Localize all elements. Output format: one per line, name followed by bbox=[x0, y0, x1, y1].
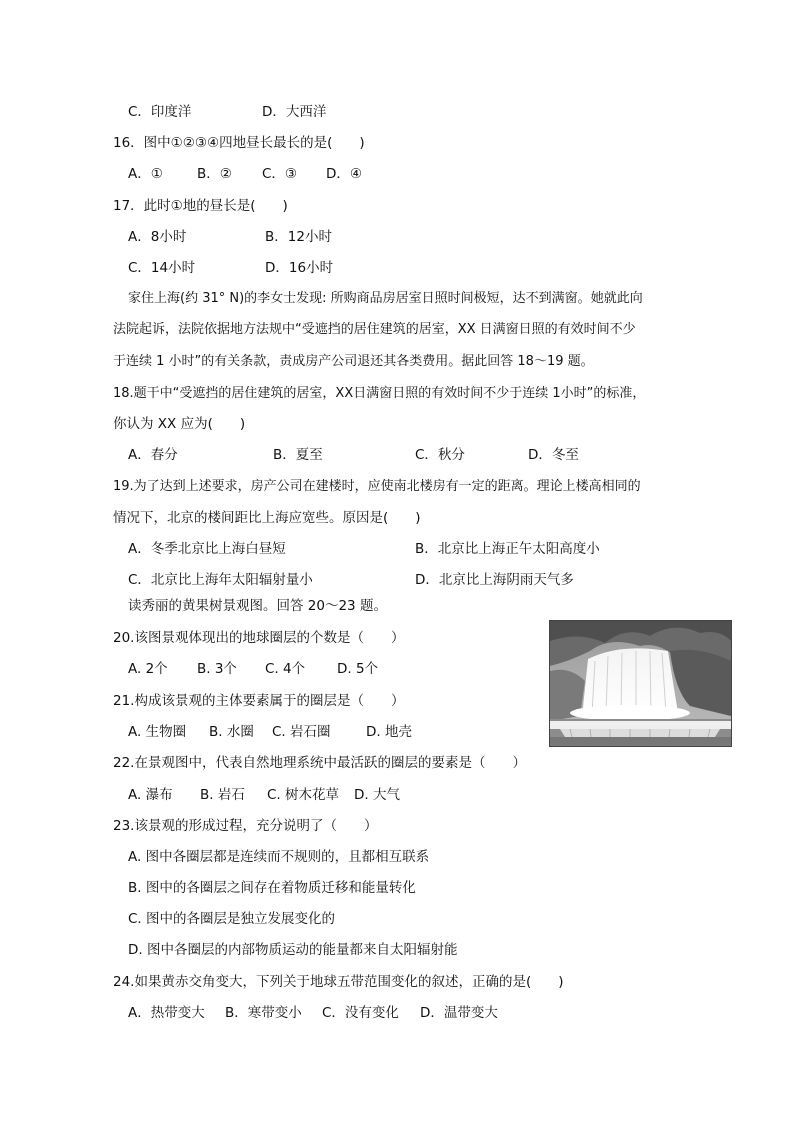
q19-option-b: B．北京比上海正午太阳高度小 bbox=[415, 541, 600, 557]
q23-stem: 23.该景观的形成过程，充分说明了（ ） bbox=[113, 818, 378, 834]
q20-option-c: C. 4个 bbox=[265, 661, 306, 677]
q20-option-a: A. 2个 bbox=[128, 661, 168, 677]
q17-option-a: A．8小时 bbox=[128, 229, 187, 245]
q23-option-c: C. 图中的各圈层是独立发展变化的 bbox=[128, 911, 336, 927]
passage2: 读秀丽的黄果树景观图。回答 20～23 题。 bbox=[128, 598, 387, 614]
q24-option-c: C．没有变化 bbox=[322, 1005, 399, 1021]
q23-option-d: D. 图中各圈层的内部物质运动的能量都来自太阳辐射能 bbox=[128, 942, 458, 958]
waterfall-photo bbox=[549, 620, 732, 747]
q24-option-d: D．温带变大 bbox=[420, 1005, 498, 1021]
q15-option-c: C．印度洋 bbox=[128, 104, 192, 120]
q19-option-d: D．北京比上海阴雨天气多 bbox=[415, 572, 574, 588]
q19-stem-line1: 19.为了达到上述要求，房产公司在建楼时，应使南北楼房有一定的距离。理论上楼高相同的 bbox=[113, 479, 641, 494]
q18-stem-line2: 你认为 XX 应为( ) bbox=[113, 416, 246, 432]
q16-option-c: C．③ bbox=[262, 166, 298, 182]
q22-option-a: A. 瀑布 bbox=[128, 787, 173, 803]
q22-stem: 22.在景观图中，代表自然地理系统中最活跃的圈层的要素是（ ） bbox=[113, 755, 526, 771]
q21-option-a: A. 生物圈 bbox=[128, 724, 187, 740]
q16-stem: 16．图中①②③④四地昼长最长的是( ) bbox=[113, 135, 365, 151]
passage1-line1: 家住上海(约 31° N)的李女士发现: 所购商品房居室日照时间极短，达不到满窗。她就此向 bbox=[128, 291, 643, 306]
q18-stem-line1: 18.题干中“受遮挡的居住建筑的居室，XX日满窗日照的有效时间不少于连续 1小时”的标准， bbox=[113, 386, 646, 401]
q19-option-a: A．冬季北京比上海白昼短 bbox=[128, 541, 286, 557]
q24-stem: 24.如果黄赤交角变大，下列关于地球五带范围变化的叙述，正确的是( ) bbox=[113, 974, 564, 990]
q20-option-b: B. 3个 bbox=[197, 661, 237, 677]
q20-option-d: D. 5个 bbox=[337, 661, 379, 677]
q21-stem: 21.构成该景观的主体要素属于的圈层是（ ） bbox=[113, 693, 405, 709]
q22-option-b: B. 岩石 bbox=[200, 787, 245, 803]
q16-option-d: D．④ bbox=[326, 166, 362, 182]
q17-stem: 17．此时①地的昼长是( ) bbox=[113, 198, 288, 214]
q16-option-b: B．② bbox=[197, 166, 232, 182]
passage1-line3: 于连续 1 小时”的有关条款，责成房产公司退还其各类费用。据此回答 18～19 题。 bbox=[113, 354, 594, 369]
q19-option-c: C．北京比上海年太阳辐射量小 bbox=[128, 572, 313, 588]
q16-option-a: A．① bbox=[128, 166, 163, 182]
q23-option-b: B. 图中的各圈层之间存在着物质迁移和能量转化 bbox=[128, 880, 416, 896]
q18-option-b: B．夏至 bbox=[273, 447, 323, 463]
q18-option-a: A．春分 bbox=[128, 447, 178, 463]
q19-stem-line2: 情况下，北京的楼间距比上海应宽些。原因是( ) bbox=[113, 510, 421, 526]
q18-option-d: D．冬至 bbox=[528, 447, 579, 463]
q18-option-c: C．秋分 bbox=[415, 447, 465, 463]
q17-option-b: B．12小时 bbox=[265, 229, 332, 245]
q21-option-b: B. 水圈 bbox=[209, 724, 254, 740]
q21-option-d: D. 地壳 bbox=[366, 724, 412, 740]
q22-option-d: D. 大气 bbox=[354, 787, 400, 803]
q24-option-a: A．热带变大 bbox=[128, 1005, 205, 1021]
q20-stem: 20.该图景观体现出的地球圈层的个数是（ ） bbox=[113, 630, 405, 646]
q23-option-a: A. 图中各圈层都是连续而不规则的，且都相互联系 bbox=[128, 849, 430, 865]
q24-option-b: B．寒带变小 bbox=[225, 1005, 302, 1021]
q21-option-c: C. 岩石圈 bbox=[272, 724, 331, 740]
q22-option-c: C. 树木花草 bbox=[267, 787, 340, 803]
q17-option-d: D．16小时 bbox=[265, 260, 334, 276]
q17-option-c: C．14小时 bbox=[128, 260, 196, 276]
q15-option-d: D．大西洋 bbox=[262, 104, 327, 120]
passage1-line2: 法院起诉，法院依据地方法规中“受遮挡的居住建筑的居室，XX 日满窗日照的有效时间不少 bbox=[113, 322, 636, 337]
